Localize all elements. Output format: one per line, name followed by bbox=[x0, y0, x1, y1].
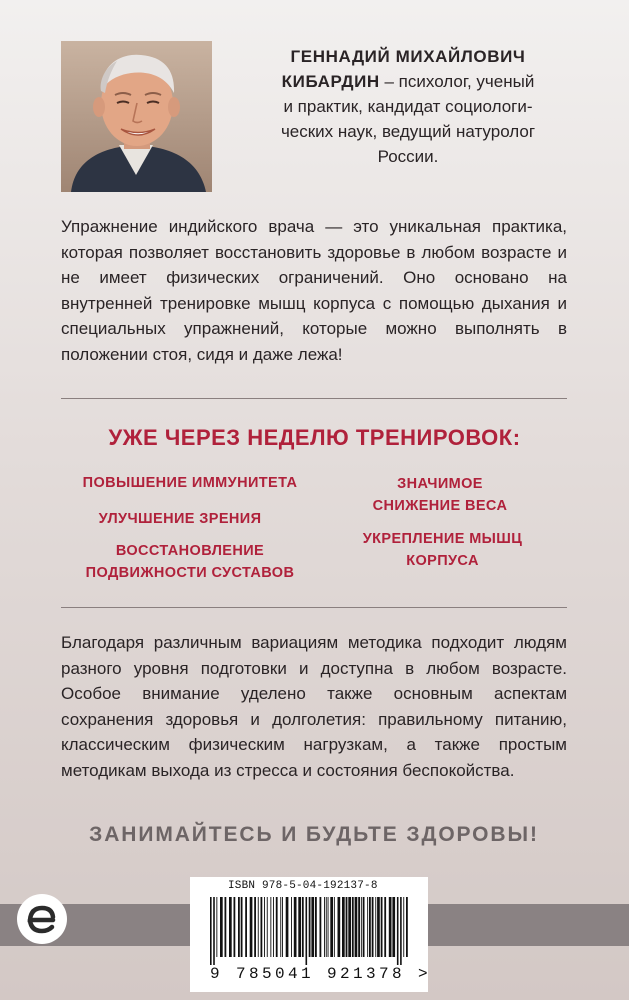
barcode-bar bbox=[306, 897, 308, 965]
slogan: ЗАНИМАЙТЕСЬ И БУДЬТЕ ЗДОРОВЫ! bbox=[89, 823, 539, 846]
barcode-bar bbox=[213, 897, 215, 965]
barcode-bar bbox=[369, 897, 371, 957]
author-bio bbox=[243, 44, 573, 169]
benefit-weight-line2: СНИЖЕНИЕ ВЕСА bbox=[372, 498, 508, 514]
divider-bottom bbox=[61, 607, 567, 608]
author-desc-part1: – психолог, ученый bbox=[379, 72, 535, 91]
barcode-box bbox=[190, 877, 432, 992]
author-line-2 bbox=[243, 69, 573, 94]
barcode-bar bbox=[384, 897, 386, 957]
benefit-joints-line2: ПОДВИЖНОСТИ СУСТАВОВ bbox=[85, 565, 295, 581]
barcode-bar bbox=[261, 897, 263, 957]
author-line-4: ческих наук, ведущий натуролог bbox=[280, 122, 536, 141]
barcode-bar bbox=[330, 897, 333, 957]
barcode-bar bbox=[302, 897, 304, 957]
benefit-immunity: ПОВЫШЕНИЕ ИММУНИТЕТА bbox=[82, 475, 298, 491]
barcode-bar bbox=[273, 897, 274, 957]
barcode-bar bbox=[392, 897, 395, 957]
author-photo bbox=[61, 41, 212, 192]
barcode-bar bbox=[328, 897, 329, 957]
barcode-bar bbox=[291, 897, 292, 957]
barcode-bar bbox=[311, 897, 314, 957]
benefit-weight-line1: ЗНАЧИМОЕ bbox=[397, 476, 483, 492]
barcode-digits: 9 785041 921378 > bbox=[210, 965, 432, 983]
barcode-bar bbox=[309, 897, 311, 957]
barcode-bar bbox=[358, 897, 360, 957]
barcode-bar bbox=[294, 897, 297, 957]
barcode-bar bbox=[225, 897, 227, 957]
barcode-bars bbox=[210, 897, 410, 965]
barcode-bar bbox=[245, 897, 247, 957]
benefit-joints bbox=[60, 540, 320, 584]
barcode-bar bbox=[250, 897, 253, 957]
barcode-bar bbox=[315, 897, 317, 957]
barcode-bar bbox=[264, 897, 265, 957]
barcode-bar bbox=[238, 897, 240, 957]
barcode-bar bbox=[352, 897, 354, 957]
author-name-line: ГЕННАДИЙ МИХАЙЛОВИЧ bbox=[290, 47, 526, 66]
barcode-bar bbox=[342, 897, 345, 957]
divider-top bbox=[61, 398, 567, 399]
barcode-bar bbox=[346, 897, 348, 957]
isbn-text: ISBN 978-5-04-192137-8 bbox=[228, 880, 378, 892]
barcode-bar bbox=[216, 897, 217, 957]
barcode-bar bbox=[282, 897, 283, 957]
barcode-bar bbox=[267, 897, 268, 957]
barcode-bar bbox=[403, 897, 404, 957]
barcode-bar bbox=[338, 897, 341, 957]
barcode-bar bbox=[324, 897, 325, 957]
author-line-5: России. bbox=[377, 147, 439, 166]
benefit-muscles-line1: УКРЕПЛЕНИЕ МЫШЦ bbox=[362, 531, 523, 547]
barcode-bar bbox=[210, 897, 212, 965]
barcode-bar bbox=[363, 897, 365, 957]
benefit-muscles bbox=[335, 528, 550, 572]
author-line-3: и практик, кандидат социологи- bbox=[283, 97, 533, 116]
barcode-bar bbox=[258, 897, 259, 957]
benefit-vision: УЛУЧШЕНИЕ ЗРЕНИЯ bbox=[98, 511, 262, 527]
barcode-bar bbox=[270, 897, 271, 957]
publisher-logo-icon bbox=[16, 893, 68, 945]
intro-paragraph: Упражнение индийского врача — это уникальная практика, которая позволяет восстановить здоровье в любом возрасте и не имеет физических ограничений. Оно основано на внутренней тренировке мышц корпуса с помощью дыхания и специальных упражнений, которые можно выполнять в положении стоя, сидя и даже лежа! bbox=[61, 217, 567, 364]
barcode-bar bbox=[361, 897, 362, 957]
barcode-bar bbox=[406, 897, 408, 957]
barcode-bar bbox=[280, 897, 281, 957]
barcode-bar bbox=[234, 897, 236, 957]
barcode-bar bbox=[276, 897, 278, 957]
barcode-bar bbox=[334, 897, 335, 957]
barcode-bar bbox=[355, 897, 358, 957]
barcode-bar bbox=[381, 897, 383, 957]
barcode-bar bbox=[400, 897, 402, 965]
barcode-bar bbox=[372, 897, 374, 957]
benefits-title: УЖЕ ЧЕРЕЗ НЕДЕЛЮ ТРЕНИРОВОК: bbox=[108, 425, 521, 450]
barcode-bar bbox=[348, 897, 351, 957]
barcode-bar bbox=[326, 897, 327, 957]
barcode-bar bbox=[241, 897, 243, 957]
barcode-bar bbox=[220, 897, 223, 957]
closing-paragraph: Благодаря различным вариациям методика подходит людям разного уровня подготовки и доступна в любом возрасте. Особое внимание уделено также основным аспектам сохранения здоровья и долголетия: правильному питанию, классическим физическим нагрузкам, а также простым методикам выхода из стресса и состояния беспокойства. bbox=[61, 633, 567, 780]
barcode-bar bbox=[377, 897, 380, 957]
barcode-bar bbox=[254, 897, 256, 957]
benefit-joints-line1: ВОССТАНОВЛЕНИЕ bbox=[115, 543, 265, 559]
barcode-bar bbox=[389, 897, 392, 957]
barcode-bar bbox=[375, 897, 376, 957]
barcode-bar bbox=[397, 897, 399, 965]
barcode-bar bbox=[298, 897, 301, 957]
barcode-bar bbox=[229, 897, 232, 957]
author-surname: КИБАРДИН bbox=[281, 72, 380, 91]
barcode-bar bbox=[367, 897, 368, 957]
benefit-muscles-line2: КОРПУСА bbox=[406, 553, 479, 569]
barcode-bar bbox=[320, 897, 322, 957]
barcode-bar bbox=[286, 897, 289, 957]
benefit-weight bbox=[345, 473, 535, 517]
